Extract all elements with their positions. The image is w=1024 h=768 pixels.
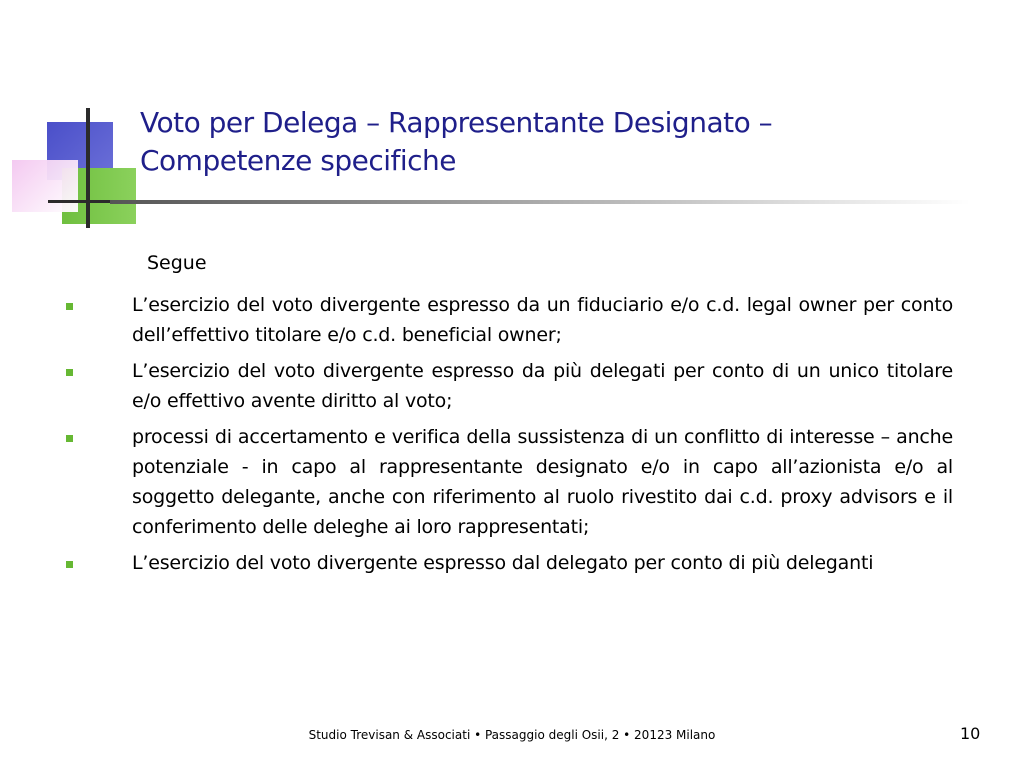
subheading: Segue [147,252,207,274]
page-number: 10 [960,724,981,743]
bullet-text: L’esercizio del voto divergente espresso da un fiduciario e/o c.d. legal owner per conto dell’effettivo titolare e/o c.d. beneficial owner; [132,294,953,346]
bullet-text: L’esercizio del voto divergente espresso da più delegati per conto di un unico titolare e/o effettivo avente diritto al voto; [132,360,953,412]
bullet-text: processi di accertamento e verifica della sussistenza di un conflitto di interesse – anche potenziale - in capo al rappresentante designato e/o in capo all’azionista e/o al soggetto delegante, anche con riferimento al ruolo rivestito dai c.d. proxy advisors e il conferimento delle deleghe ai loro rappresentati; [132,426,953,538]
slide-title [140,104,980,180]
slide-title-line-1: Voto per Delega – Rappresentante Designato – [140,106,773,139]
title-underline-rule [110,200,970,204]
bullet-item [60,290,953,350]
square-bullet-icon [66,303,73,310]
bullet-text: L’esercizio del voto divergente espresso dal delegato per conto di più deleganti [132,552,874,574]
bullet-item [60,548,953,578]
slide-title-line-2: Competenze specifiche [140,144,456,177]
square-bullet-icon [66,561,73,568]
bullet-list [60,290,953,584]
bullet-item [60,422,953,542]
decorative-vertical-line [86,108,90,228]
bullet-item [60,356,953,416]
footer: Studio Trevisan & Associati • Passaggio degli Osii, 2 • 20123 Milano [308,728,716,742]
square-bullet-icon [66,369,73,376]
square-bullet-icon [66,435,73,442]
decorative-pink-square [12,160,78,212]
